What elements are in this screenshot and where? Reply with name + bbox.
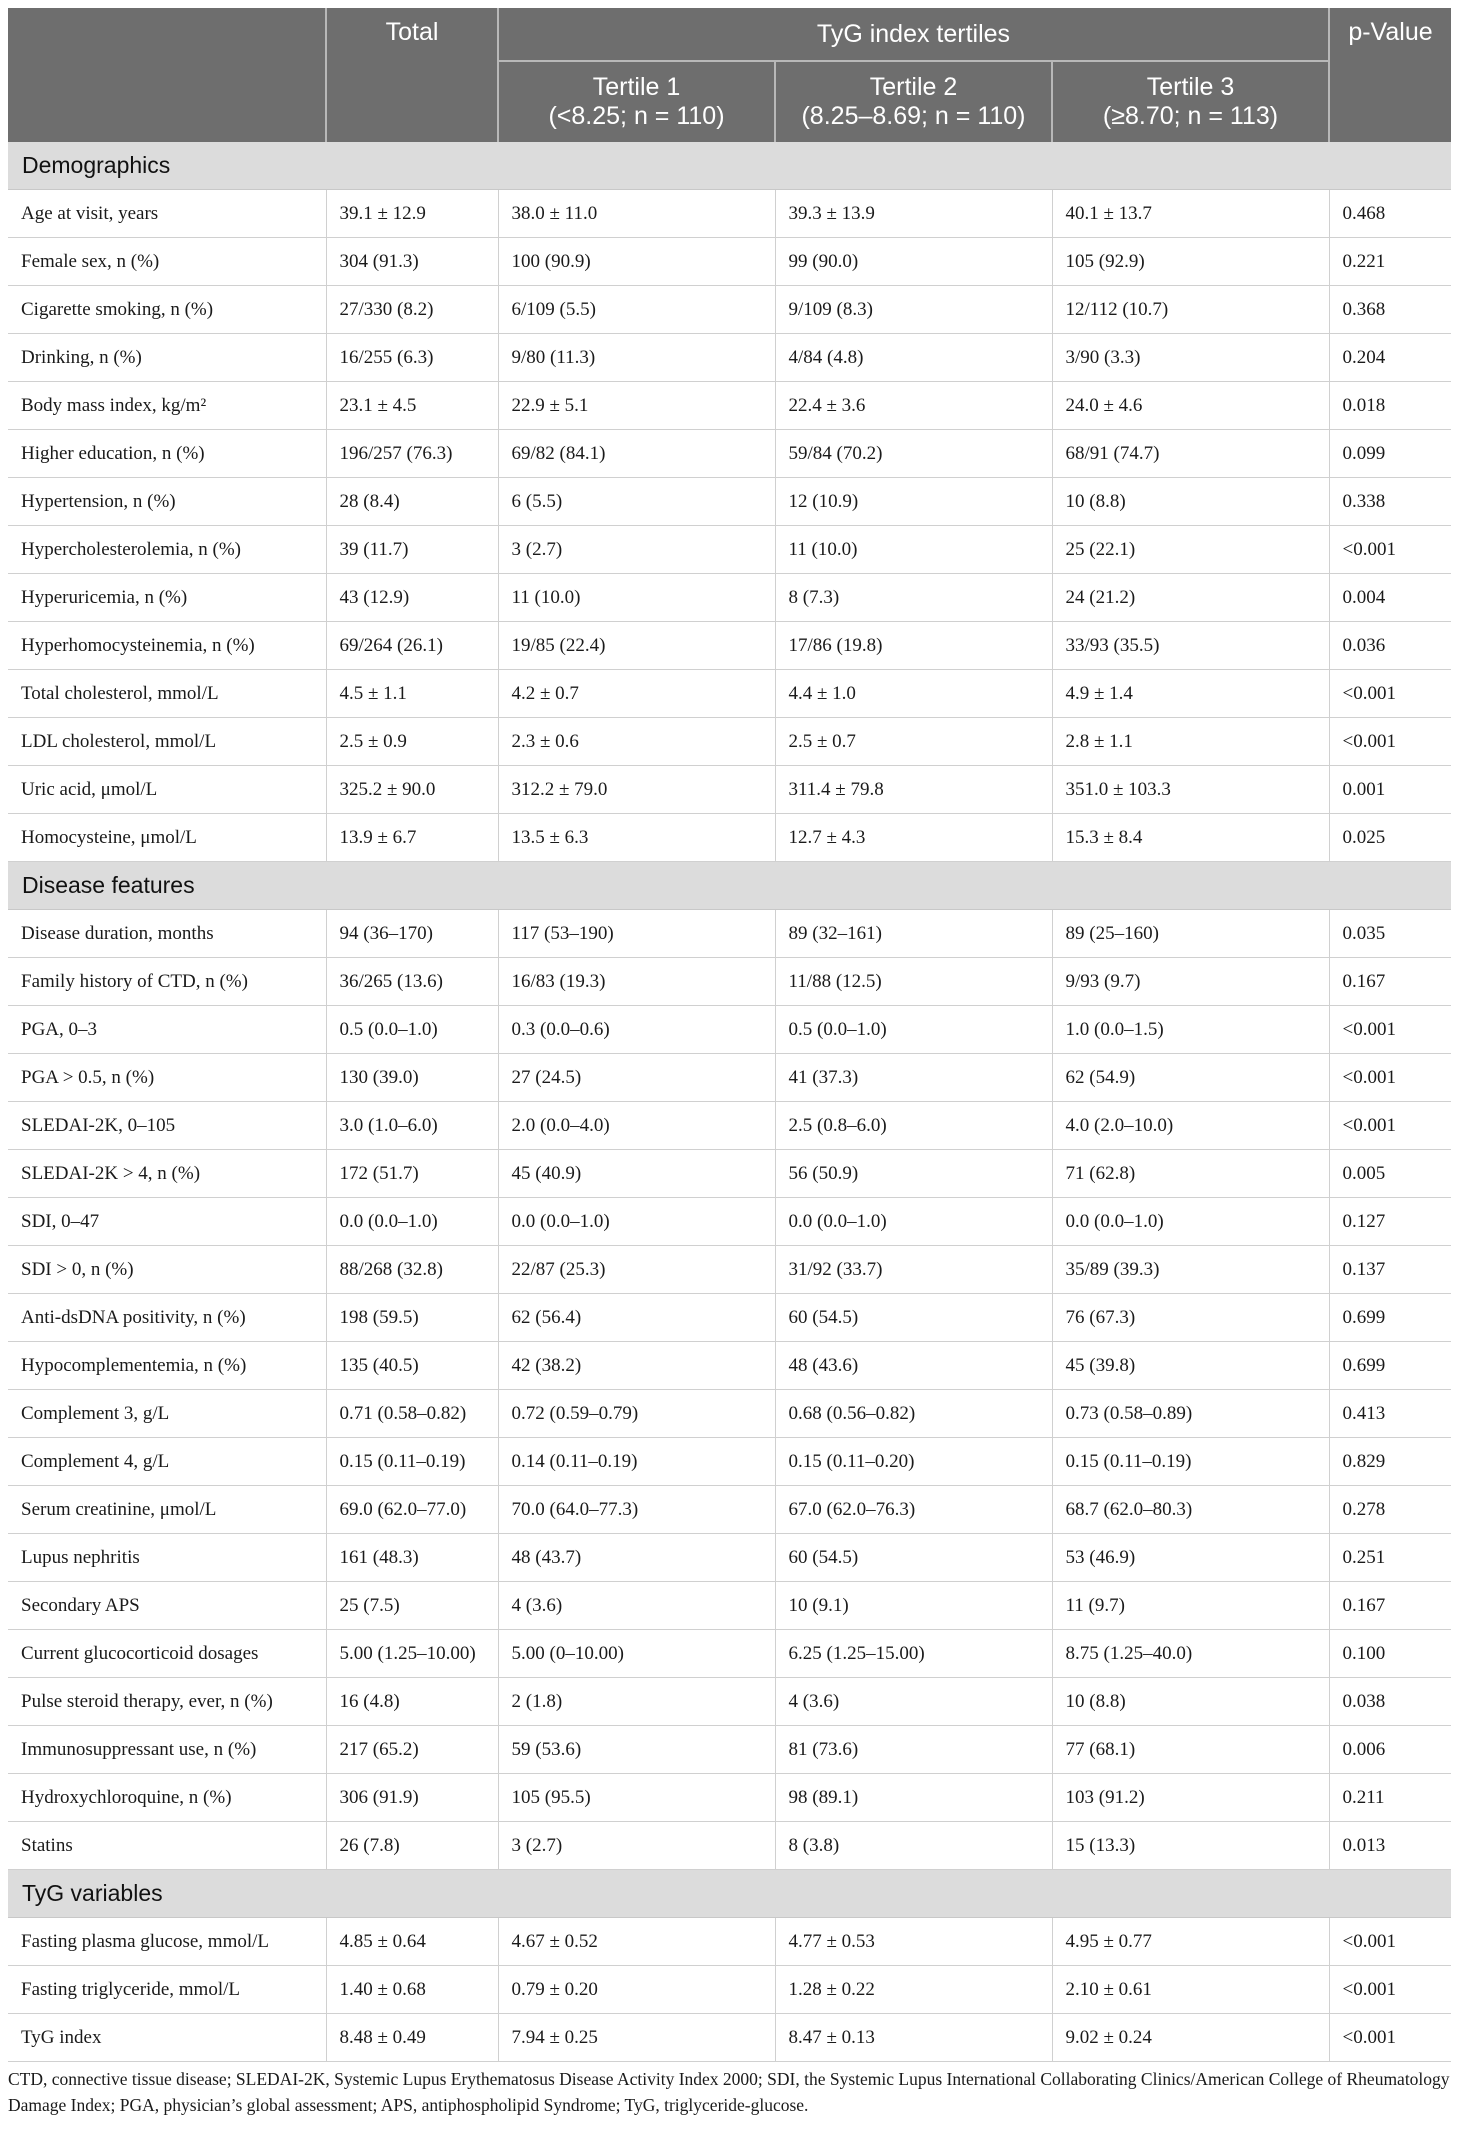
- cell-total: 16 (4.8): [326, 1678, 498, 1726]
- cell-variable: Hydroxychloroquine, n (%): [8, 1774, 326, 1822]
- cell-tertile-1: 42 (38.2): [498, 1342, 775, 1390]
- header-tertile-3-label: Tertile 3: [1146, 73, 1235, 101]
- cell-tertile-3: 68/91 (74.7): [1052, 430, 1329, 478]
- cell-tertile-2: 41 (37.3): [775, 1054, 1052, 1102]
- cell-tertile-1: 11 (10.0): [498, 574, 775, 622]
- cell-tertile-3: 105 (92.9): [1052, 238, 1329, 286]
- cell-tertile-2: 17/86 (19.8): [775, 622, 1052, 670]
- cell-tertile-1: 27 (24.5): [498, 1054, 775, 1102]
- cell-variable: Pulse steroid therapy, ever, n (%): [8, 1678, 326, 1726]
- cell-pvalue: <0.001: [1329, 1918, 1451, 1966]
- cell-tertile-2: 22.4 ± 3.6: [775, 382, 1052, 430]
- cell-total: 306 (91.9): [326, 1774, 498, 1822]
- section-title: Disease features: [8, 862, 1451, 910]
- cell-variable: Complement 3, g/L: [8, 1390, 326, 1438]
- cell-tertile-2: 1.28 ± 0.22: [775, 1966, 1052, 2014]
- cell-tertile-1: 117 (53–190): [498, 910, 775, 958]
- cell-pvalue: <0.001: [1329, 1006, 1451, 1054]
- cell-total: 36/265 (13.6): [326, 958, 498, 1006]
- cell-tertile-2: 2.5 (0.8–6.0): [775, 1102, 1052, 1150]
- cell-variable: Hypocomplementemia, n (%): [8, 1342, 326, 1390]
- cell-tertile-2: 56 (50.9): [775, 1150, 1052, 1198]
- cell-tertile-2: 99 (90.0): [775, 238, 1052, 286]
- cell-tertile-1: 22/87 (25.3): [498, 1246, 775, 1294]
- cell-variable: Hyperuricemia, n (%): [8, 574, 326, 622]
- cell-tertile-1: 3 (2.7): [498, 526, 775, 574]
- header-pvalue: p-Value: [1329, 8, 1451, 142]
- cell-variable: Statins: [8, 1822, 326, 1870]
- cell-tertile-1: 62 (56.4): [498, 1294, 775, 1342]
- cell-variable: SDI > 0, n (%): [8, 1246, 326, 1294]
- table-row: [8, 1246, 1451, 1294]
- cell-variable: Hypertension, n (%): [8, 478, 326, 526]
- cell-variable: Complement 4, g/L: [8, 1438, 326, 1486]
- header-tertile-3-range: (≥8.70; n = 113): [1102, 102, 1279, 130]
- cell-total: 198 (59.5): [326, 1294, 498, 1342]
- cell-pvalue: 0.699: [1329, 1342, 1451, 1390]
- cell-variable: SLEDAI-2K > 4, n (%): [8, 1150, 326, 1198]
- cell-tertile-3: 76 (67.3): [1052, 1294, 1329, 1342]
- cell-tertile-2: 311.4 ± 79.8: [775, 766, 1052, 814]
- cell-tertile-3: 40.1 ± 13.7: [1052, 190, 1329, 238]
- cell-tertile-3: 11 (9.7): [1052, 1582, 1329, 1630]
- cell-tertile-1: 312.2 ± 79.0: [498, 766, 775, 814]
- cell-tertile-2: 6.25 (1.25–15.00): [775, 1630, 1052, 1678]
- section-title: TyG variables: [8, 1870, 1451, 1918]
- cell-pvalue: <0.001: [1329, 670, 1451, 718]
- cell-pvalue: <0.001: [1329, 2014, 1451, 2062]
- cell-tertile-2: 10 (9.1): [775, 1582, 1052, 1630]
- cell-total: 8.48 ± 0.49: [326, 2014, 498, 2062]
- cell-total: 13.9 ± 6.7: [326, 814, 498, 862]
- cell-tertile-3: 4.0 (2.0–10.0): [1052, 1102, 1329, 1150]
- table-row: [8, 1726, 1451, 1774]
- cell-tertile-3: 77 (68.1): [1052, 1726, 1329, 1774]
- cell-total: 325.2 ± 90.0: [326, 766, 498, 814]
- cell-pvalue: 0.025: [1329, 814, 1451, 862]
- cell-variable: LDL cholesterol, mmol/L: [8, 718, 326, 766]
- cell-tertile-3: 24.0 ± 4.6: [1052, 382, 1329, 430]
- header-tyg-tertiles: TyG index tertiles: [498, 8, 1329, 61]
- table-row: [8, 958, 1451, 1006]
- table-row: [8, 1966, 1451, 2014]
- cell-tertile-2: 0.68 (0.56–0.82): [775, 1390, 1052, 1438]
- table-row: [8, 238, 1451, 286]
- cell-variable: Family history of CTD, n (%): [8, 958, 326, 1006]
- header-variable: [8, 8, 326, 142]
- cell-total: 69/264 (26.1): [326, 622, 498, 670]
- table-row: [8, 1582, 1451, 1630]
- cell-tertile-1: 0.3 (0.0–0.6): [498, 1006, 775, 1054]
- cell-variable: Anti-dsDNA positivity, n (%): [8, 1294, 326, 1342]
- table-row: [8, 1822, 1451, 1870]
- cell-total: 2.5 ± 0.9: [326, 718, 498, 766]
- cell-tertile-3: 4.95 ± 0.77: [1052, 1918, 1329, 1966]
- cell-pvalue: 0.006: [1329, 1726, 1451, 1774]
- cell-pvalue: <0.001: [1329, 526, 1451, 574]
- cell-pvalue: 0.211: [1329, 1774, 1451, 1822]
- table-row: [8, 190, 1451, 238]
- cell-pvalue: 0.251: [1329, 1534, 1451, 1582]
- cell-tertile-1: 38.0 ± 11.0: [498, 190, 775, 238]
- cell-variable: Homocysteine, μmol/L: [8, 814, 326, 862]
- cell-tertile-3: 24 (21.2): [1052, 574, 1329, 622]
- cell-pvalue: 0.013: [1329, 1822, 1451, 1870]
- cell-tertile-1: 4.2 ± 0.7: [498, 670, 775, 718]
- section-title: Demographics: [8, 142, 1451, 190]
- cell-tertile-3: 12/112 (10.7): [1052, 286, 1329, 334]
- cell-variable: Uric acid, μmol/L: [8, 766, 326, 814]
- header-tertile-2-label: Tertile 2: [869, 73, 958, 101]
- table-row: [8, 670, 1451, 718]
- cell-tertile-3: 0.15 (0.11–0.19): [1052, 1438, 1329, 1486]
- table-row: [8, 382, 1451, 430]
- data-table: [8, 8, 1451, 2062]
- cell-variable: Fasting triglyceride, mmol/L: [8, 1966, 326, 2014]
- cell-tertile-3: 0.0 (0.0–1.0): [1052, 1198, 1329, 1246]
- cell-pvalue: 0.167: [1329, 958, 1451, 1006]
- cell-tertile-3: 45 (39.8): [1052, 1342, 1329, 1390]
- section-header: [8, 142, 1451, 190]
- table-row: [8, 2014, 1451, 2062]
- cell-tertile-2: 8 (3.8): [775, 1822, 1052, 1870]
- table-row: [8, 1630, 1451, 1678]
- cell-tertile-2: 31/92 (33.7): [775, 1246, 1052, 1294]
- cell-total: 0.15 (0.11–0.19): [326, 1438, 498, 1486]
- cell-tertile-2: 11 (10.0): [775, 526, 1052, 574]
- cell-tertile-2: 8.47 ± 0.13: [775, 2014, 1052, 2062]
- cell-total: 130 (39.0): [326, 1054, 498, 1102]
- header-tertile-2: [775, 61, 1052, 142]
- table-row: [8, 1102, 1451, 1150]
- cell-tertile-1: 48 (43.7): [498, 1534, 775, 1582]
- cell-total: 39 (11.7): [326, 526, 498, 574]
- table-header: [8, 8, 1451, 142]
- table-row: [8, 526, 1451, 574]
- cell-total: 172 (51.7): [326, 1150, 498, 1198]
- cell-tertile-1: 7.94 ± 0.25: [498, 2014, 775, 2062]
- cell-variable: Total cholesterol, mmol/L: [8, 670, 326, 718]
- table-row: [8, 1678, 1451, 1726]
- cell-pvalue: 0.127: [1329, 1198, 1451, 1246]
- cell-tertile-1: 6 (5.5): [498, 478, 775, 526]
- cell-total: 23.1 ± 4.5: [326, 382, 498, 430]
- cell-pvalue: 0.167: [1329, 1582, 1451, 1630]
- cell-tertile-2: 89 (32–161): [775, 910, 1052, 958]
- cell-variable: Secondary APS: [8, 1582, 326, 1630]
- table-footnote: CTD, connective tissue disease; SLEDAI-2K, Systemic Lupus Erythematosus Disease Activity Index 2000; SDI, the Systemic Lupus International Collaborating Clinics/American College of Rheumatology Damage Index; PGA, physician’s global assessment; APS, antiphospholipid Syndrome; TyG, triglyceride-glucose.: [8, 2069, 1450, 2115]
- cell-tertile-3: 2.10 ± 0.61: [1052, 1966, 1329, 2014]
- cell-tertile-3: 33/93 (35.5): [1052, 622, 1329, 670]
- cell-total: 16/255 (6.3): [326, 334, 498, 382]
- cell-tertile-2: 12 (10.9): [775, 478, 1052, 526]
- cell-tertile-2: 2.5 ± 0.7: [775, 718, 1052, 766]
- table-row: [8, 1390, 1451, 1438]
- cell-tertile-1: 105 (95.5): [498, 1774, 775, 1822]
- cell-variable: Serum creatinine, μmol/L: [8, 1486, 326, 1534]
- cell-total: 25 (7.5): [326, 1582, 498, 1630]
- cell-pvalue: 0.137: [1329, 1246, 1451, 1294]
- header-tertile-1-range: (<8.25; n = 110): [548, 102, 725, 130]
- cell-tertile-2: 67.0 (62.0–76.3): [775, 1486, 1052, 1534]
- cell-pvalue: 0.038: [1329, 1678, 1451, 1726]
- cell-tertile-3: 351.0 ± 103.3: [1052, 766, 1329, 814]
- header-tertile-3-range-rest: 8.70; n = 113): [1124, 102, 1279, 130]
- cell-variable: PGA, 0–3: [8, 1006, 326, 1054]
- cell-tertile-2: 0.0 (0.0–1.0): [775, 1198, 1052, 1246]
- cell-tertile-1: 2.3 ± 0.6: [498, 718, 775, 766]
- cell-pvalue: 0.368: [1329, 286, 1451, 334]
- cell-variable: TyG index: [8, 2014, 326, 2062]
- cell-tertile-2: 11/88 (12.5): [775, 958, 1052, 1006]
- cell-pvalue: <0.001: [1329, 1054, 1451, 1102]
- cell-variable: PGA > 0.5, n (%): [8, 1054, 326, 1102]
- cell-tertile-2: 12.7 ± 4.3: [775, 814, 1052, 862]
- table-row: [8, 1774, 1451, 1822]
- section-header: [8, 862, 1451, 910]
- table-row: [8, 622, 1451, 670]
- cell-total: 88/268 (32.8): [326, 1246, 498, 1294]
- cell-tertile-3: 62 (54.9): [1052, 1054, 1329, 1102]
- cell-tertile-3: 10 (8.8): [1052, 1678, 1329, 1726]
- cell-total: 161 (48.3): [326, 1534, 498, 1582]
- cell-tertile-1: 22.9 ± 5.1: [498, 382, 775, 430]
- cell-total: 304 (91.3): [326, 238, 498, 286]
- cell-pvalue: 0.699: [1329, 1294, 1451, 1342]
- cell-variable: Cigarette smoking, n (%): [8, 286, 326, 334]
- cell-total: 5.00 (1.25–10.00): [326, 1630, 498, 1678]
- table-row: [8, 1342, 1451, 1390]
- cell-tertile-3: 71 (62.8): [1052, 1150, 1329, 1198]
- cell-tertile-3: 35/89 (39.3): [1052, 1246, 1329, 1294]
- header-tertile-3: [1052, 61, 1329, 142]
- table-row: [8, 910, 1451, 958]
- cell-variable: Hypercholesterolemia, n (%): [8, 526, 326, 574]
- cell-tertile-1: 19/85 (22.4): [498, 622, 775, 670]
- cell-pvalue: 0.100: [1329, 1630, 1451, 1678]
- cell-tertile-1: 100 (90.9): [498, 238, 775, 286]
- section-header: [8, 1870, 1451, 1918]
- cell-tertile-3: 0.73 (0.58–0.89): [1052, 1390, 1329, 1438]
- cell-pvalue: 0.413: [1329, 1390, 1451, 1438]
- cell-pvalue: 0.204: [1329, 334, 1451, 382]
- cell-tertile-3: 103 (91.2): [1052, 1774, 1329, 1822]
- cell-tertile-1: 6/109 (5.5): [498, 286, 775, 334]
- cell-tertile-2: 9/109 (8.3): [775, 286, 1052, 334]
- cell-tertile-3: 4.9 ± 1.4: [1052, 670, 1329, 718]
- cell-tertile-3: 1.0 (0.0–1.5): [1052, 1006, 1329, 1054]
- table-row: [8, 334, 1451, 382]
- cell-tertile-1: 16/83 (19.3): [498, 958, 775, 1006]
- cell-tertile-3: 9/93 (9.7): [1052, 958, 1329, 1006]
- cell-tertile-3: 2.8 ± 1.1: [1052, 718, 1329, 766]
- cell-tertile-1: 2 (1.8): [498, 1678, 775, 1726]
- cell-tertile-2: 4/84 (4.8): [775, 334, 1052, 382]
- cell-total: 0.71 (0.58–0.82): [326, 1390, 498, 1438]
- cell-pvalue: 0.005: [1329, 1150, 1451, 1198]
- cell-tertile-3: 15 (13.3): [1052, 1822, 1329, 1870]
- cell-tertile-2: 39.3 ± 13.9: [775, 190, 1052, 238]
- cell-tertile-1: 13.5 ± 6.3: [498, 814, 775, 862]
- table-container: [8, 8, 1451, 2118]
- cell-pvalue: 0.036: [1329, 622, 1451, 670]
- cell-pvalue: 0.278: [1329, 1486, 1451, 1534]
- table-row: [8, 478, 1451, 526]
- cell-total: 4.5 ± 1.1: [326, 670, 498, 718]
- cell-total: 1.40 ± 0.68: [326, 1966, 498, 2014]
- table-row: [8, 814, 1451, 862]
- cell-tertile-3: 89 (25–160): [1052, 910, 1329, 958]
- cell-total: 0.0 (0.0–1.0): [326, 1198, 498, 1246]
- cell-total: 217 (65.2): [326, 1726, 498, 1774]
- cell-pvalue: 0.338: [1329, 478, 1451, 526]
- cell-pvalue: <0.001: [1329, 718, 1451, 766]
- cell-variable: Immunosuppressant use, n (%): [8, 1726, 326, 1774]
- cell-pvalue: 0.468: [1329, 190, 1451, 238]
- table-row: [8, 1054, 1451, 1102]
- cell-tertile-1: 2.0 (0.0–4.0): [498, 1102, 775, 1150]
- table-body: [8, 142, 1451, 2062]
- cell-tertile-2: 4.77 ± 0.53: [775, 1918, 1052, 1966]
- table-row: [8, 1438, 1451, 1486]
- table-row: [8, 1150, 1451, 1198]
- cell-tertile-1: 4.67 ± 0.52: [498, 1918, 775, 1966]
- cell-tertile-2: 4 (3.6): [775, 1678, 1052, 1726]
- cell-total: 0.5 (0.0–1.0): [326, 1006, 498, 1054]
- cell-pvalue: 0.004: [1329, 574, 1451, 622]
- cell-tertile-3: 68.7 (62.0–80.3): [1052, 1486, 1329, 1534]
- table-row: [8, 1486, 1451, 1534]
- cell-tertile-1: 0.72 (0.59–0.79): [498, 1390, 775, 1438]
- cell-tertile-3: 10 (8.8): [1052, 478, 1329, 526]
- cell-tertile-2: 0.15 (0.11–0.20): [775, 1438, 1052, 1486]
- cell-pvalue: 0.099: [1329, 430, 1451, 478]
- cell-variable: Hyperhomocysteinemia, n (%): [8, 622, 326, 670]
- cell-pvalue: 0.035: [1329, 910, 1451, 958]
- cell-total: 69.0 (62.0–77.0): [326, 1486, 498, 1534]
- cell-variable: Current glucocorticoid dosages: [8, 1630, 326, 1678]
- cell-total: 4.85 ± 0.64: [326, 1918, 498, 1966]
- header-tertile-1-label: Tertile 1: [592, 73, 681, 101]
- cell-variable: Higher education, n (%): [8, 430, 326, 478]
- cell-tertile-3: 53 (46.9): [1052, 1534, 1329, 1582]
- cell-total: 39.1 ± 12.9: [326, 190, 498, 238]
- cell-tertile-1: 0.14 (0.11–0.19): [498, 1438, 775, 1486]
- table-row: [8, 1918, 1451, 1966]
- cell-tertile-1: 3 (2.7): [498, 1822, 775, 1870]
- table-row: [8, 766, 1451, 814]
- cell-tertile-2: 98 (89.1): [775, 1774, 1052, 1822]
- cell-variable: Disease duration, months: [8, 910, 326, 958]
- cell-tertile-1: 0.0 (0.0–1.0): [498, 1198, 775, 1246]
- cell-total: 26 (7.8): [326, 1822, 498, 1870]
- cell-variable: Female sex, n (%): [8, 238, 326, 286]
- cell-pvalue: <0.001: [1329, 1102, 1451, 1150]
- cell-variable: Age at visit, years: [8, 190, 326, 238]
- header-tertile-1: [498, 61, 775, 142]
- cell-tertile-2: 48 (43.6): [775, 1342, 1052, 1390]
- cell-tertile-2: 4.4 ± 1.0: [775, 670, 1052, 718]
- cell-total: 135 (40.5): [326, 1342, 498, 1390]
- cell-tertile-2: 0.5 (0.0–1.0): [775, 1006, 1052, 1054]
- cell-total: 196/257 (76.3): [326, 430, 498, 478]
- table-row: [8, 574, 1451, 622]
- table-row: [8, 1294, 1451, 1342]
- cell-pvalue: 0.001: [1329, 766, 1451, 814]
- cell-tertile-2: 60 (54.5): [775, 1294, 1052, 1342]
- cell-tertile-3: 9.02 ± 0.24: [1052, 2014, 1329, 2062]
- table-row: [8, 1534, 1451, 1582]
- cell-variable: Fasting plasma glucose, mmol/L: [8, 1918, 326, 1966]
- cell-variable: Body mass index, kg/m²: [8, 382, 326, 430]
- cell-tertile-3: 8.75 (1.25–40.0): [1052, 1630, 1329, 1678]
- cell-total: 94 (36–170): [326, 910, 498, 958]
- table-row: [8, 430, 1451, 478]
- cell-variable: SLEDAI-2K, 0–105: [8, 1102, 326, 1150]
- cell-tertile-1: 9/80 (11.3): [498, 334, 775, 382]
- cell-tertile-1: 69/82 (84.1): [498, 430, 775, 478]
- cell-total: 28 (8.4): [326, 478, 498, 526]
- table-row: [8, 718, 1451, 766]
- table-row: [8, 1198, 1451, 1246]
- cell-tertile-1: 45 (40.9): [498, 1150, 775, 1198]
- cell-tertile-1: 59 (53.6): [498, 1726, 775, 1774]
- cell-tertile-3: 3/90 (3.3): [1052, 334, 1329, 382]
- cell-variable: Lupus nephritis: [8, 1534, 326, 1582]
- cell-tertile-1: 0.79 ± 0.20: [498, 1966, 775, 2014]
- cell-pvalue: 0.829: [1329, 1438, 1451, 1486]
- cell-tertile-2: 8 (7.3): [775, 574, 1052, 622]
- cell-tertile-3: 15.3 ± 8.4: [1052, 814, 1329, 862]
- cell-pvalue: 0.018: [1329, 382, 1451, 430]
- header-tertile-3-symbol: ≥: [1111, 102, 1125, 130]
- cell-pvalue: 0.221: [1329, 238, 1451, 286]
- cell-variable: SDI, 0–47: [8, 1198, 326, 1246]
- cell-variable: Drinking, n (%): [8, 334, 326, 382]
- cell-tertile-2: 60 (54.5): [775, 1534, 1052, 1582]
- cell-tertile-2: 59/84 (70.2): [775, 430, 1052, 478]
- cell-pvalue: <0.001: [1329, 1966, 1451, 2014]
- cell-total: 3.0 (1.0–6.0): [326, 1102, 498, 1150]
- cell-total: 43 (12.9): [326, 574, 498, 622]
- cell-total: 27/330 (8.2): [326, 286, 498, 334]
- cell-tertile-1: 5.00 (0–10.00): [498, 1630, 775, 1678]
- table-row: [8, 286, 1451, 334]
- header-total: Total: [326, 8, 498, 142]
- table-row: [8, 1006, 1451, 1054]
- cell-tertile-1: 70.0 (64.0–77.3): [498, 1486, 775, 1534]
- cell-tertile-2: 81 (73.6): [775, 1726, 1052, 1774]
- cell-tertile-1: 4 (3.6): [498, 1582, 775, 1630]
- header-tertile-2-range: (8.25–8.69; n = 110): [801, 102, 1026, 130]
- cell-tertile-3: 25 (22.1): [1052, 526, 1329, 574]
